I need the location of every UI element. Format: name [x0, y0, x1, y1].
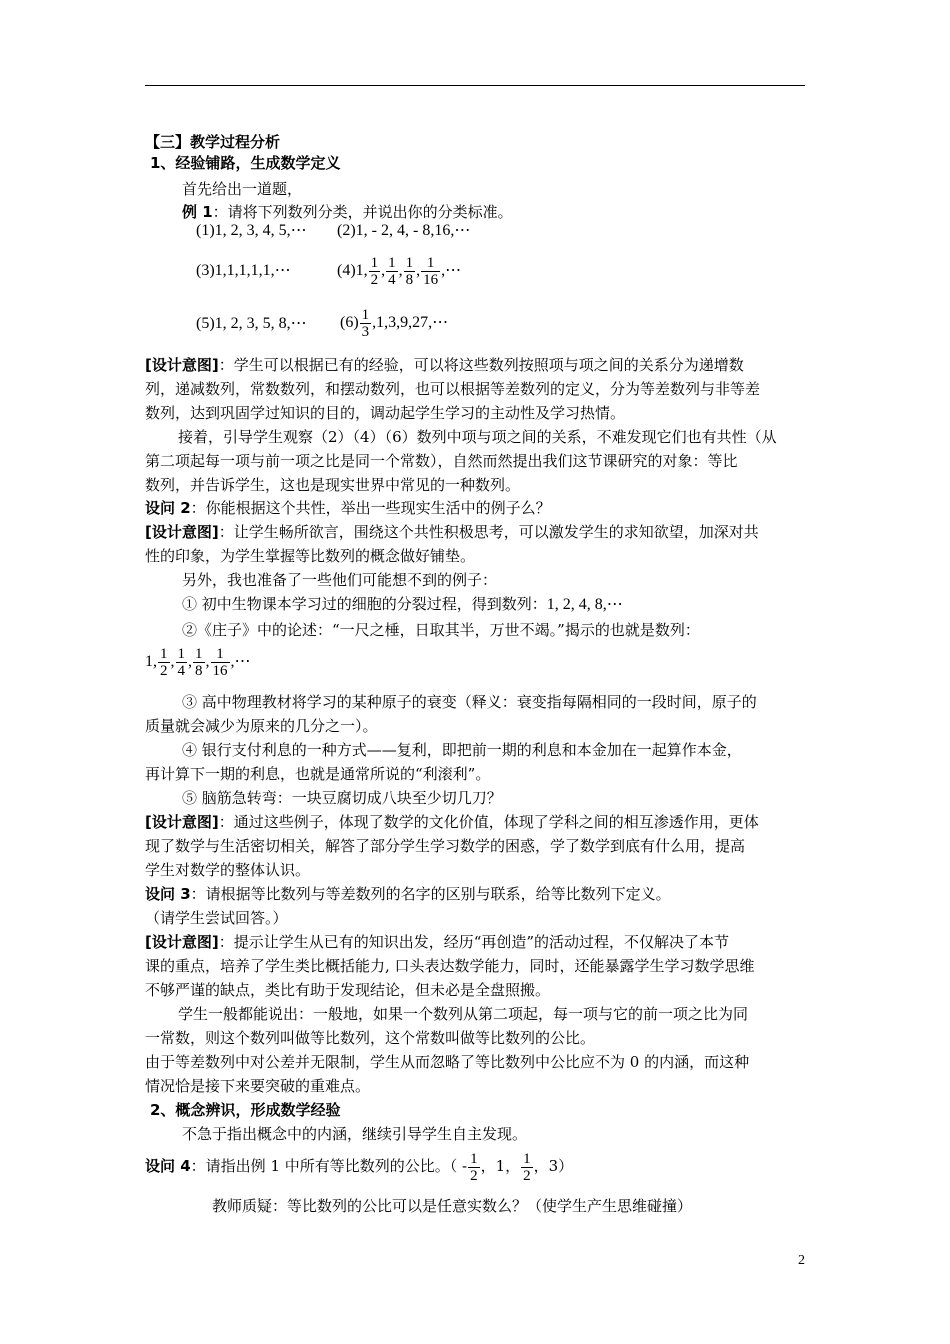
example-compound-interest-line-1: ④ 银行支付利息的一种方式——复利，即把前一期的利息和本金加在一起算作本金，	[182, 741, 742, 759]
fraction-third: $\frac{1}{3}$	[361, 306, 370, 340]
example-cell-division: ① 初中生物课本学习过的细胞的分裂过程，得到数列：1, 2, 4, 8,⋯	[182, 595, 623, 613]
design-intent-3-line-2: 现了数学与生活密切相关，解答了部分学生学习数学的困惑，学了数学到底有什么用，提高	[145, 837, 746, 855]
example-zhuangzi-sequence: 1, $\frac{1}{2}$ , $\frac{1}{4}$ , $\frac{1}{8}$ , $\frac{1}{16}$ ,⋯	[145, 645, 251, 679]
question-4: 设问 4：请指出例 1 中所有等比数列的公比。（ - $\frac{1}{2}$ ，1， $\frac{1}{2}$ ，3）	[145, 1150, 574, 1184]
design-intent-1-line-3: 数列，达到巩固学过知识的目的，调动起学生学习的主动性及学习热情。	[145, 404, 626, 422]
design-intent-2-line-1: [设计意图]：让学生畅所欲言，围绕这个共性积极思考，可以激发学生的求知欲望，加深对共	[145, 523, 759, 541]
paragraph-7-line-1: 学生一般都能说出：一般地，如果一个数列从第二项起，每一项与它的前一项之比为同	[178, 1005, 749, 1023]
subsection-2-title: 2、概念辨识，形成数学经验	[150, 1101, 341, 1119]
fraction-quarter: $\frac{1}{4}$	[388, 254, 396, 288]
design-intent-2-line-2: 性的印象，为学生掌握等比数列的概念做好铺垫。	[145, 547, 476, 565]
paragraph-2-line-2: 第二项起每一项与前一项之比是同一个常数），自然而然提出我们这节课研究的对象：等比	[145, 452, 738, 470]
question-3-note: （请学生尝试回答。）	[145, 909, 288, 927]
paragraph-10: 教师质疑：等比数列的公比可以是任意实数么？（使学生产生思维碰撞）	[212, 1197, 693, 1215]
header-rule	[145, 85, 805, 86]
paragraph-8-line-1: 由于等差数列中对公差并无限制，学生从而忽略了等比数列中公比应不为 0 的内涵，而这种	[145, 1053, 750, 1071]
design-intent-3-line-1: [设计意图]：通过这些例子，体现了数学的文化价值，体现了学科之间的相互渗透作用，更体	[145, 813, 759, 831]
example-zhuangzi: ②《庄子》中的论述：“一尺之棰，日取其半，万世不竭。”揭示的也就是数列：	[182, 621, 700, 639]
fraction-half: $\frac{1}{2}$	[370, 254, 379, 288]
sequence-4: (4)1, $\frac{1}{2}$ , $\frac{1}{4}$ , $\frac{1}{8}$ , $\frac{1}{16}$ ,⋯	[337, 254, 462, 288]
question-2: 设问 2：你能根据这个共性，举出一些现实生活中的例子么？	[145, 499, 551, 517]
paragraph-9: 不急于指出概念中的内涵，继续引导学生自主发现。	[182, 1125, 528, 1143]
design-intent-1-line-1: [设计意图]：学生可以根据已有的经验，可以将这些数列按照项与项之间的关系分为递增数	[145, 356, 744, 374]
design-intent-4-line-2: 课的重点，培养了学生类比概括能力, 口头表达数学能力，同时，还能暴露学生学习数学思维	[145, 957, 755, 975]
paragraph-7-line-2: 一常数，则这个数列叫做等比数列，这个常数叫做等比数列的公比。	[145, 1029, 596, 1047]
example-1-label: 例 1	[182, 203, 213, 221]
sequence-2: (2)1, - 2, 4, - 8,16,⋯	[337, 222, 471, 239]
question-3: 设问 3：请根据等比数列与等差数列的名字的区别与联系，给等比数列下定义。	[145, 885, 671, 903]
question-4-label: 设问 4	[145, 1157, 191, 1175]
fraction-half: $\frac{1}{2}$	[523, 1150, 531, 1184]
fraction-half: $\frac{1}{2}$	[470, 1150, 478, 1184]
fraction-sixteenth: $\frac{1}{16}$	[423, 254, 439, 288]
sequence-6-prefix: (6)	[340, 314, 359, 331]
sequence-1: (1)1, 2, 3, 4, 5,⋯	[196, 222, 307, 239]
sequence-5: (5)1, 2, 3, 5, 8,⋯	[196, 315, 307, 332]
design-intent-3-line-3: 学生对数学的整体认识。	[145, 861, 311, 879]
paragraph-2-line-1: 接着，引导学生观察（2）（4）（6）数列中项与项之间的关系，不难发现它们也有共性（从	[178, 428, 777, 446]
page-number: 2	[798, 1253, 805, 1268]
example-1-text: ：请将下列数列分类，并说出你的分类标准。	[212, 203, 513, 221]
sequence-3: (3)1,1,1,1,1,⋯	[196, 262, 291, 279]
paragraph-2-line-3: 数列，并告诉学生，这也是现实世界中常见的一种数列。	[145, 476, 521, 494]
design-intent-1-line-2: 列，递减数列，常数数列，和摆动数列，也可以根据等差数列的定义，分为等差数列与非等差	[145, 380, 761, 398]
example-atomic-decay-line-2: 质量就会减少为原来的几分之一）。	[145, 717, 378, 735]
question-3-label: 设问 3	[145, 885, 191, 903]
example-brain-teaser: ⑤ 脑筋急转弯：一块豆腐切成八块至少切几刀？	[182, 789, 502, 807]
sequence-4-prefix: (4)1,	[337, 262, 368, 279]
question-2-label: 设问 2	[145, 499, 191, 517]
fraction-eighth: $\frac{1}{8}$	[405, 254, 414, 288]
design-intent-4-line-3: 不够严谨的缺点，类比有助于发现结论，但未必是全盘照搬。	[145, 981, 551, 999]
design-intent-4-line-1: [设计意图]：提示让学生从已有的知识出发，经历“再创造”的活动过程，不仅解决了本节	[145, 933, 730, 951]
example-atomic-decay-line-1: ③ 高中物理教材将学习的某种原子的衰变（释义：衰变指每隔相同的一段时间，原子的	[182, 693, 757, 711]
example-1-heading	[182, 202, 513, 222]
paragraph-8-line-2: 情况恰是接下来要突破的重难点。	[145, 1077, 371, 1095]
section-title: 【三】教学过程分析	[145, 133, 281, 151]
example-compound-interest-line-2: 再计算下一期的利息，也就是通常所说的“利滚利”。	[145, 765, 491, 783]
sequence-6-suffix: ,1,3,9,27,⋯	[372, 314, 449, 331]
subsection-1-title: 1、经验铺路，生成数学定义	[150, 154, 341, 172]
intro-text: 首先给出一道题，	[182, 180, 303, 198]
paragraph-4: 另外，我也准备了一些他们可能想不到的例子：	[182, 571, 498, 589]
sequence-6	[340, 300, 448, 346]
